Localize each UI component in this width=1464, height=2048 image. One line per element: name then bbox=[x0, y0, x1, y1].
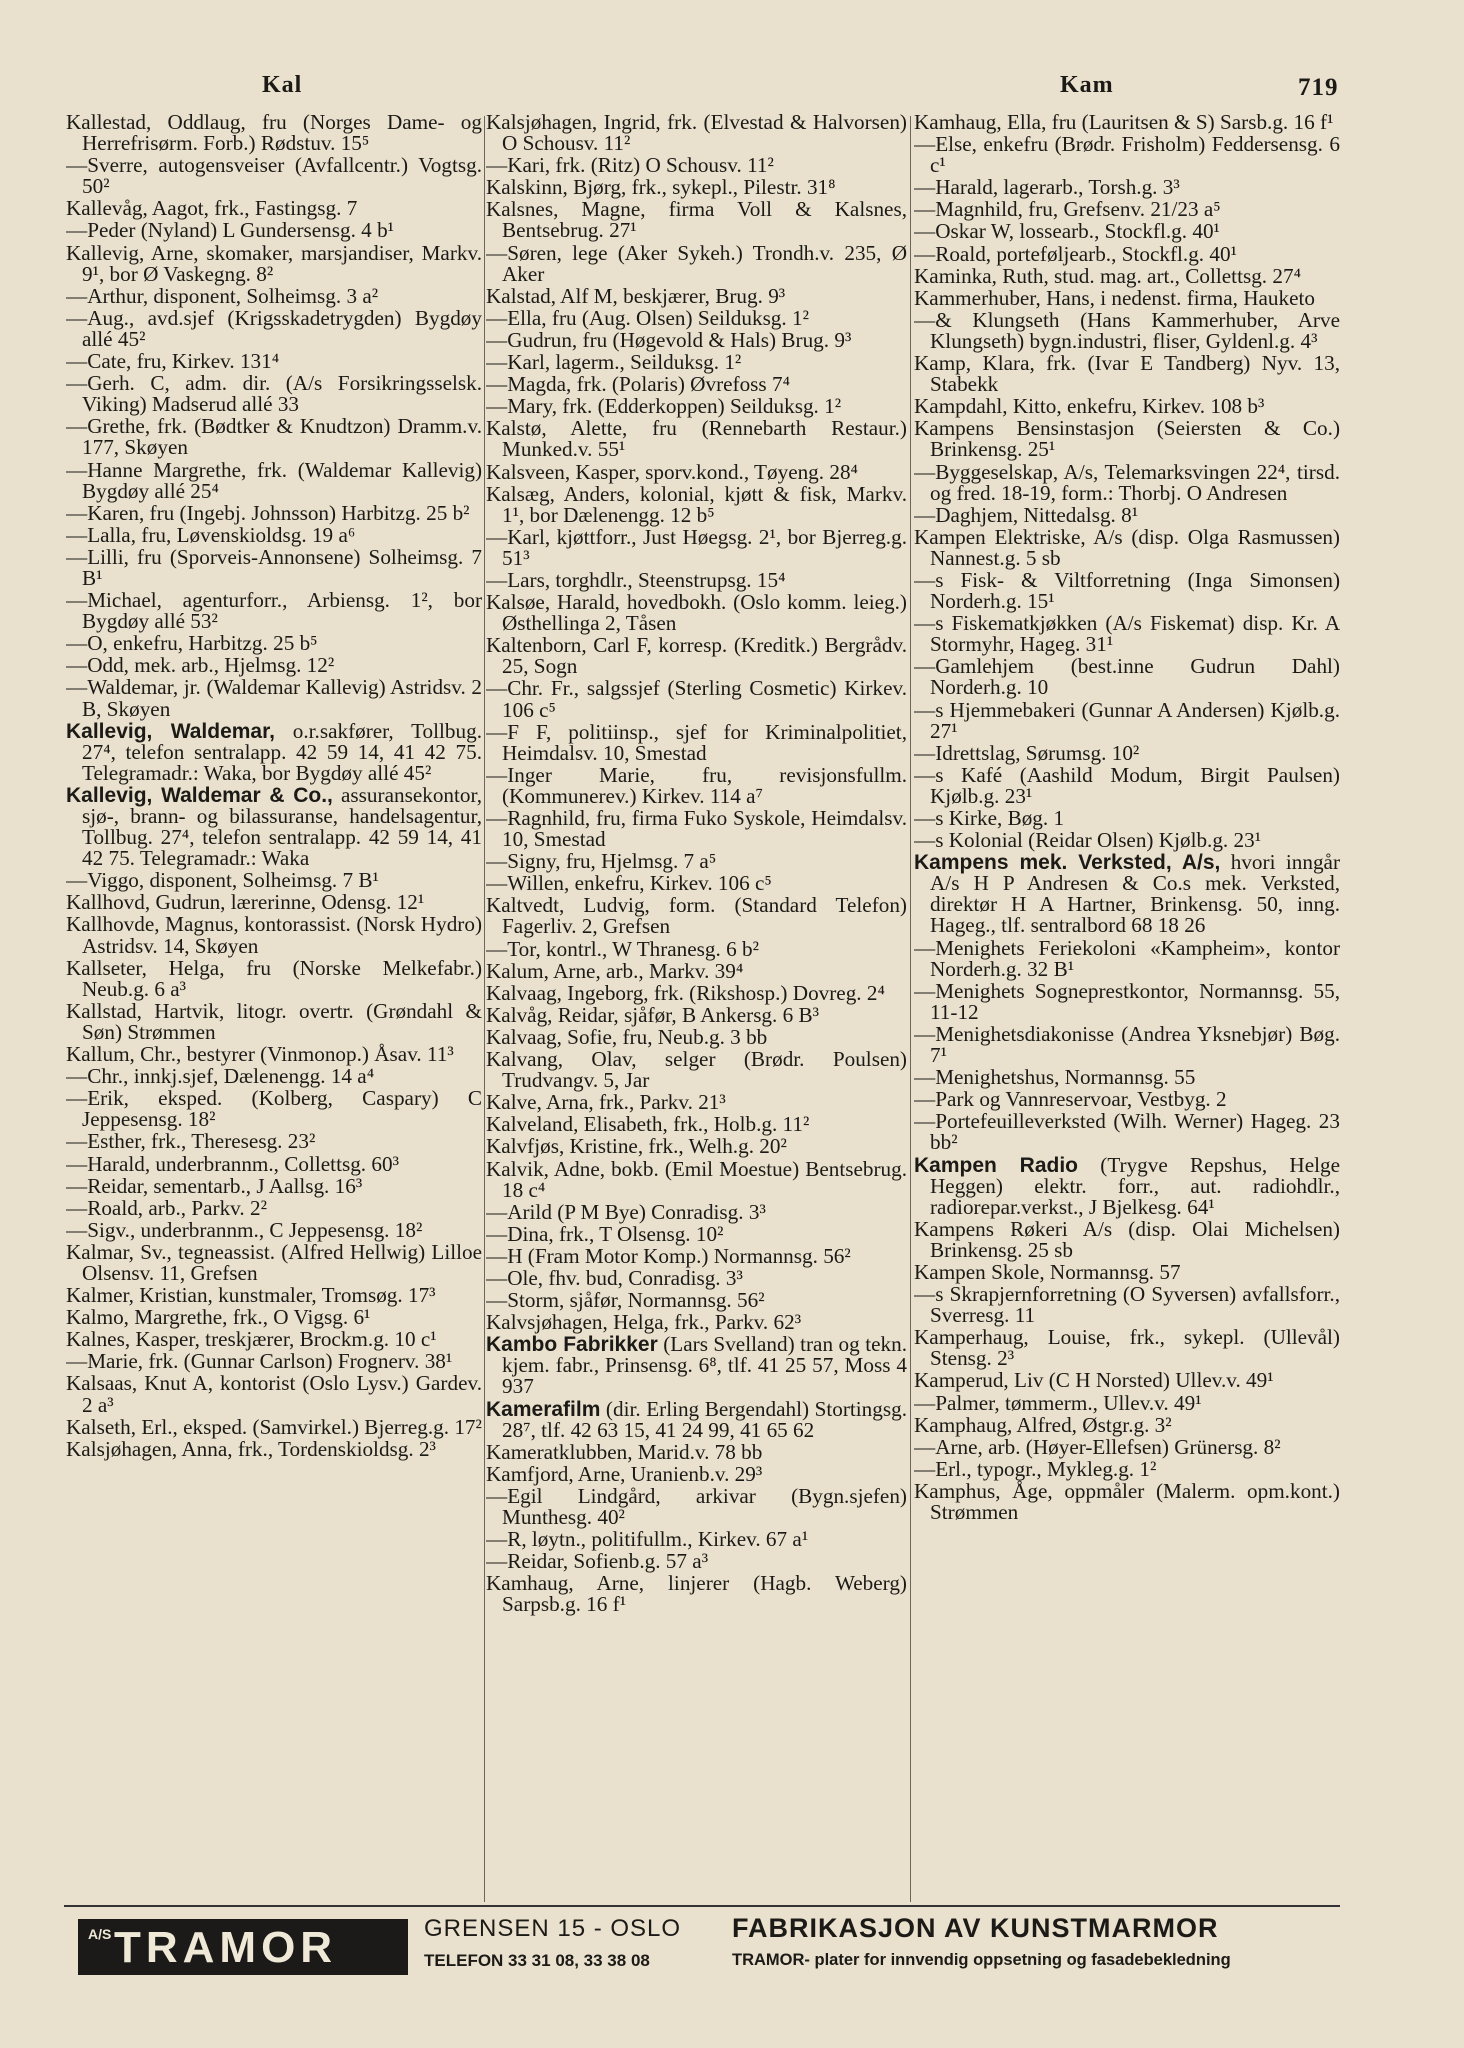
directory-entry bbox=[914, 935, 1340, 981]
entry-text: Kalmar, Sv., tegneassist. (Alfred Hellwig) Lilloe Olsensv. 11, Grefsen bbox=[66, 1239, 482, 1285]
directory-entry bbox=[914, 177, 1340, 198]
directory-entry bbox=[486, 762, 907, 808]
entry-text: Kallhovde, Magnus, kontorassist. (Norsk Hydro) Astridsv. 14, Skøyen bbox=[66, 912, 482, 958]
entry-text: Kamphaug, Alfred, Østgr.g. 3² bbox=[914, 1412, 1172, 1437]
entry-text: —O, enkefru, Harbitzg. 25 b⁵ bbox=[66, 631, 318, 656]
entry-text: Kallestad, Oddlaug, fru (Norges Dame- og Herrefrisørm. Forb.) Rødstuv. 15⁵ bbox=[66, 112, 482, 156]
directory-entry bbox=[486, 567, 907, 592]
directory-entry bbox=[486, 1461, 907, 1486]
entry-text: —Storm, sjåfør, Normannsg. 56² bbox=[486, 1288, 765, 1313]
entry-text: Kalum, Arne, arb., Markv. 39⁴ bbox=[486, 958, 744, 983]
entry-text: Kaminka, Ruth, stud. mag. art., Collettsg. 27⁴ bbox=[914, 263, 1301, 288]
directory-entry bbox=[486, 635, 907, 677]
directory-entry bbox=[914, 263, 1340, 288]
directory-entry bbox=[486, 1334, 907, 1397]
directory-entry bbox=[66, 633, 482, 654]
directory-entry bbox=[914, 740, 1340, 765]
entry-text: —Erl., typogr., Mykleg.g. 1² bbox=[914, 1456, 1157, 1481]
directory-entry bbox=[66, 1414, 482, 1439]
directory-entry bbox=[486, 592, 907, 634]
entry-text: —Ragnhild, fru, firma Fuko Syskole, Heimdalsv. 10, Smestad bbox=[486, 806, 907, 852]
entry-text: —Grethe, frk. (Bødtker & Knudtzon) Dramm.v. 177, Skøyen bbox=[66, 414, 482, 460]
entry-text: —Else, enkefru (Brødr. Frisholm) Feddersensg. 6 c¹ bbox=[914, 132, 1340, 178]
entry-text: Kallevåg, Aagot, frk., Fastingsg. 7 bbox=[66, 196, 358, 221]
directory-entry bbox=[486, 1092, 907, 1113]
directory-entry bbox=[486, 1114, 907, 1135]
entry-text: —Magda, frk. (Polaris) Øvrefoss 7⁴ bbox=[486, 372, 790, 397]
entry-text: Kamhaug, Ella, fru (Lauritsen & S) Sarsb.g. 16 f¹ bbox=[914, 112, 1334, 134]
entry-text: Kampen Elektriske, A/s (disp. Olga Rasmussen) Nannest.g. 5 sb bbox=[914, 524, 1340, 570]
directory-entry bbox=[486, 283, 907, 308]
entry-text: —s Kirke, Bøg. 1 bbox=[914, 806, 1065, 830]
directory-entry bbox=[66, 1285, 482, 1306]
entry-text: Kalvaag, Sofie, fru, Neub.g. 3 bb bbox=[486, 1024, 768, 1049]
directory-entry bbox=[66, 870, 482, 891]
entry-text: —Oskar W, lossearb., Stockfl.g. 40¹ bbox=[914, 219, 1220, 244]
entry-text: Kalmo, Margrethe, frk., O Vigsg. 6¹ bbox=[66, 1305, 371, 1330]
directory-entry bbox=[486, 1551, 907, 1572]
entry-bold-name: Kallevig, Waldemar, bbox=[66, 719, 275, 743]
entry-text: —Lars, torghdlr., Steenstrupsg. 15⁴ bbox=[486, 567, 786, 592]
directory-entry bbox=[486, 678, 907, 720]
entry-text: —Willen, enkefru, Kirkev. 106 c⁵ bbox=[486, 871, 772, 896]
entry-text: assuransekontor, sjø-, brann- og bilassuranse, handelsagentur, Tollbug. 27⁴, telefon sentralapp. 42 59 14, 41 42 75. Telegramadr.: Waka bbox=[82, 782, 482, 871]
entry-text: —Karl, kjøttforr., Just Høegsg. 2¹, bor Bjerreg.g. 51³ bbox=[486, 524, 907, 570]
directory-entry bbox=[66, 1151, 482, 1176]
entry-text: —Marie, frk. (Gunnar Carlson) Frognerv. 38¹ bbox=[66, 1349, 453, 1374]
directory-entry bbox=[66, 1195, 482, 1220]
entry-text: —Mary, frk. (Edderkoppen) Seilduksg. 1² bbox=[486, 394, 842, 419]
entry-text: Kallevig, Arne, skomaker, marsjandiser, Markv. 9¹, bor Ø Vaskegng. 8² bbox=[66, 240, 482, 286]
directory-entry bbox=[66, 590, 482, 632]
entry-text: —Dina, frk., T Olsensg. 10² bbox=[486, 1221, 724, 1246]
entry-text: hvori inngår A/s H P Andresen & Co.s mek. Verksted, direktør H A Hartner, Brinkensg. 50, inng. Hageg., tlf. sentralbord 68 18 26 bbox=[930, 850, 1340, 938]
directory-entry bbox=[486, 1199, 907, 1224]
entry-text: Kammerhuber, Hans, i nedenst. firma, Hauketo bbox=[914, 285, 1315, 310]
directory-entry bbox=[914, 199, 1340, 220]
entry-text: (Trygve Repshus, Helge Heggen) elektr. forr., aut. radiohdlr., radiorepar.verkst., J Bjelkesg. 64¹ bbox=[930, 1152, 1340, 1219]
directory-entry bbox=[486, 1439, 907, 1464]
directory-entry bbox=[486, 240, 907, 286]
directory-entry bbox=[66, 655, 482, 676]
entry-text: —Arild (P M Bye) Conradisg. 3³ bbox=[486, 1199, 766, 1224]
directory-entry bbox=[66, 1088, 482, 1130]
entry-text: —Reidar, sementarb., J Aallsg. 16³ bbox=[66, 1173, 363, 1198]
directory-entry bbox=[486, 1024, 907, 1049]
entry-text: Kamphus, Åge, oppmåler (Malerm. opm.kont.) Strømmen bbox=[914, 1478, 1340, 1524]
entry-text: Kallum, Chr., bestyrer (Vinmonop.) Åsav. 11³ bbox=[66, 1042, 454, 1067]
directory-entry bbox=[486, 1573, 907, 1615]
entry-text: —Esther, frk., Theresesg. 23² bbox=[66, 1129, 316, 1154]
entry-text: Kalvåg, Reidar, sjåfør, B Ankersg. 6 B³ bbox=[486, 1002, 819, 1027]
directory-entry bbox=[914, 1456, 1340, 1481]
entry-text: —Inger Marie, fru, revisjonsfullm. (Kommunerev.) Kirkev. 114 a⁷ bbox=[486, 762, 907, 808]
entry-text: —Cate, fru, Kirkev. 131⁴ bbox=[66, 349, 280, 374]
entry-text: Kalmer, Kristian, kunstmaler, Tromsøg. 17³ bbox=[66, 1283, 436, 1308]
entry-text: —Ella, fru (Aug. Olsen) Seilduksg. 1² bbox=[486, 305, 809, 330]
directory-column-3 bbox=[914, 112, 1340, 1902]
directory-entry bbox=[66, 718, 482, 785]
running-head-left: Kal bbox=[262, 72, 303, 98]
directory-entry bbox=[486, 1136, 907, 1157]
entry-text: (Lars Svelland) tran og tekn. kjem. fabr., Prinsensg. 6⁸, tlf. 41 25 57, Moss 4 937 bbox=[502, 1332, 907, 1399]
entry-text: —Magnhild, fru, Grefsenv. 21/23 a⁵ bbox=[914, 197, 1221, 222]
directory-entry bbox=[66, 1066, 482, 1087]
entry-text: —s Kafé (Aashild Modum, Birgit Paulsen) Kjølb.g. 23¹ bbox=[914, 762, 1340, 808]
directory-entry bbox=[486, 1312, 907, 1333]
entry-text: —Arne, arb. (Høyer-Ellefsen) Grünersg. 8² bbox=[914, 1434, 1281, 1459]
entry-text: Kalsjøhagen, Anna, frk., Tordenskioldsg. 2³ bbox=[66, 1436, 436, 1461]
directory-entry bbox=[914, 656, 1340, 698]
entry-text: —Sverre, autogensveiser (Avfallcentr.) Vogtsg. 50² bbox=[66, 153, 482, 199]
directory-entry bbox=[914, 808, 1340, 829]
directory-entry bbox=[486, 459, 907, 484]
entry-text: Kampdahl, Kitto, enkefru, Kirkev. 108 b³ bbox=[914, 394, 1265, 419]
directory-entry bbox=[66, 544, 482, 590]
entry-text: —Roald, arb., Parkv. 2² bbox=[66, 1195, 267, 1220]
entry-text: Kallstad, Hartvik, litogr. overtr. (Grøndahl & Søn) Strømmen bbox=[66, 998, 482, 1044]
entry-bold-name: Kampen Radio bbox=[914, 1153, 1078, 1177]
directory-entry bbox=[66, 522, 482, 547]
directory-entry bbox=[914, 112, 1340, 133]
directory-entry bbox=[914, 1478, 1340, 1524]
directory-entry bbox=[66, 351, 482, 372]
entry-text: Kalsnes, Magne, firma Voll & Kalsnes, Bentsebrug. 27¹ bbox=[486, 197, 907, 243]
directory-entry bbox=[66, 1329, 482, 1350]
directory-entry bbox=[66, 220, 482, 241]
page-number: 719 bbox=[1298, 74, 1339, 101]
directory-entry bbox=[914, 502, 1340, 527]
entry-text: Kaltvedt, Ludvig, form. (Standard Telefon) Fagerliv. 2, Grefsen bbox=[486, 893, 907, 939]
directory-entry bbox=[914, 1089, 1340, 1110]
entry-bold-name: Kallevig, Waldemar & Co., bbox=[66, 783, 333, 807]
directory-entry bbox=[486, 155, 907, 176]
directory-entry bbox=[486, 481, 907, 527]
entry-text: Kalve, Arna, frk., Parkv. 21³ bbox=[486, 1090, 726, 1115]
directory-entry bbox=[66, 1373, 482, 1415]
directory-entry bbox=[66, 500, 482, 525]
directory-entry bbox=[486, 1290, 907, 1311]
directory-entry bbox=[914, 1021, 1340, 1068]
entry-text: —F F, politiinsp., sjef for Kriminalpolitiet, Heimdalsv. 10, Smestad bbox=[486, 719, 907, 765]
entry-text: Kalsjøhagen, Ingrid, frk. (Elvestad & Halvorsen) O Schousv. 11² bbox=[486, 112, 907, 156]
directory-entry bbox=[66, 112, 482, 154]
directory-entry bbox=[486, 1243, 907, 1268]
directory-entry bbox=[914, 567, 1340, 614]
entry-text: —Arthur, disponent, Solheimsg. 3 a² bbox=[66, 283, 379, 308]
entry-text: —Gerh. C, adm. dir. (A/s Forsikringsselsk. Viking) Madserud allé 33 bbox=[66, 371, 482, 417]
entry-text: Kamperhaug, Louise, frk., sykepl. (Ullevål) Stensg. 2³ bbox=[914, 1325, 1340, 1371]
directory-entry bbox=[914, 1412, 1340, 1437]
entry-text: Kalveland, Elisabeth, frk., Holb.g. 11² bbox=[486, 1112, 810, 1137]
directory-entry bbox=[66, 416, 482, 458]
entry-text: Kalsøe, Harald, hovedbokh. (Oslo komm. leieg.) Østhellinga 2, Tåsen bbox=[486, 590, 907, 636]
entry-text: —Lilli, fru (Sporveis-Annonsene) Solheimsg. 7 B¹ bbox=[66, 544, 482, 590]
entry-text: —Gamlehjem (best.inne Gudrun Dahl) Norderh.g. 10 bbox=[914, 654, 1340, 700]
directory-entry bbox=[66, 155, 482, 197]
directory-entry bbox=[486, 936, 907, 961]
directory-entry bbox=[914, 1216, 1340, 1262]
entry-text: —Peder (Nyland) L Gundersensg. 4 b¹ bbox=[66, 218, 395, 243]
directory-entry bbox=[66, 1131, 482, 1152]
directory-entry bbox=[486, 418, 907, 460]
directory-entry bbox=[486, 524, 907, 570]
entry-text: —Kari, frk. (Ritz) O Schousv. 11² bbox=[486, 153, 774, 178]
advert-address: GRENSEN 15 - OSLO bbox=[424, 1915, 682, 1942]
directory-entry bbox=[914, 134, 1340, 176]
directory-entry bbox=[486, 199, 907, 241]
directory-entry bbox=[914, 1390, 1340, 1415]
entry-text: —Harald, lagerarb., Torsh.g. 3³ bbox=[914, 175, 1180, 200]
entry-text: —Michael, agenturforr., Arbiensg. 1², bor Bygdøy allé 53² bbox=[66, 588, 482, 634]
directory-entry bbox=[66, 305, 482, 351]
entry-text: —Menighetsdiakonisse (Andrea Yksnebjør) Bøg. 7¹ bbox=[914, 1021, 1340, 1068]
directory-entry bbox=[914, 978, 1340, 1024]
directory-entry bbox=[914, 852, 1340, 936]
entry-text: o.r.sakfører, Tollbug. 27⁴, telefon sentralapp. 42 59 14, 41 42 75. Telegramadr.: Waka, bor Bygdøy allé 45² bbox=[82, 718, 482, 785]
entry-text: —Karl, lagerm., Seilduksg. 1² bbox=[486, 350, 742, 375]
directory-entry bbox=[66, 1351, 482, 1372]
directory-entry bbox=[486, 719, 907, 765]
directory-entry bbox=[914, 1259, 1340, 1284]
entry-text: Kallhovd, Gudrun, lærerinne, Odensg. 12¹ bbox=[66, 890, 425, 915]
entry-text: Kalsveen, Kasper, sporv.kond., Tøyeng. 28⁴ bbox=[486, 459, 858, 484]
directory-entry bbox=[914, 613, 1340, 655]
entry-text: —Reidar, Sofienb.g. 57 a³ bbox=[486, 1549, 709, 1574]
entry-text: Kalnes, Kasper, treskjærer, Brockm.g. 10 c¹ bbox=[66, 1327, 437, 1352]
directory-entry bbox=[486, 1529, 907, 1550]
directory-entry bbox=[66, 1239, 482, 1285]
entry-text: —Lalla, fru, Løvenskioldsg. 19 a⁶ bbox=[66, 522, 356, 547]
entry-text: —Daghjem, Nittedalsg. 8¹ bbox=[914, 502, 1139, 527]
directory-entry bbox=[486, 396, 907, 417]
entry-text: Kamp, Klara, frk. (Ivar E Tandberg) Nyv. 13, Stabekk bbox=[914, 351, 1340, 397]
directory-entry bbox=[486, 958, 907, 983]
directory-entry bbox=[486, 177, 907, 198]
entry-text: Kampen Skole, Normannsg. 57 bbox=[914, 1259, 1181, 1284]
entry-text: —Signy, fru, Hjelmsg. 7 a⁵ bbox=[486, 849, 717, 874]
entry-text: Kampens Bensinstasjon (Seiersten & Co.) Brinkensg. 25¹ bbox=[914, 416, 1340, 462]
directory-entry bbox=[914, 418, 1340, 460]
entry-text: —R, løytn., politifullm., Kirkev. 67 a¹ bbox=[486, 1527, 809, 1552]
entry-text: —Menighets Sogneprestkontor, Normannsg. 55, 11-12 bbox=[914, 978, 1340, 1024]
running-head-right: Kam bbox=[1060, 72, 1114, 98]
directory-entry bbox=[914, 830, 1340, 851]
directory-entry bbox=[486, 1156, 907, 1202]
directory-entry bbox=[914, 1152, 1340, 1219]
directory-entry bbox=[486, 374, 907, 395]
directory-entry bbox=[914, 1111, 1340, 1153]
directory-entry bbox=[486, 808, 907, 850]
entry-text: —Tor, kontrl., W Thranesg. 6 b² bbox=[486, 936, 759, 961]
entry-text: Kalsæg, Anders, kolonial, kjøtt & fisk, Markv. 1¹, bor Dælenengg. 12 b⁵ bbox=[486, 481, 907, 527]
directory-entry bbox=[486, 1265, 907, 1290]
entry-text: Kampens Røkeri A/s (disp. Olai Michelsen) Brinkensg. 25 sb bbox=[914, 1216, 1340, 1262]
entry-text: Kalvaag, Ingeborg, frk. (Rikshosp.) Dovreg. 2⁴ bbox=[486, 980, 885, 1005]
entry-text: —s Fisk- & Viltforretning (Inga Simonsen) Norderh.g. 15¹ bbox=[914, 567, 1340, 614]
directory-entry bbox=[66, 457, 482, 503]
logo-prefix: A/S bbox=[88, 1926, 112, 1942]
entry-text: —Menighetshus, Normannsg. 55 bbox=[914, 1065, 1196, 1090]
entry-text: —Harald, underbrannm., Collettsg. 60³ bbox=[66, 1151, 399, 1176]
entry-text: —Idrettslag, Sørumsg. 10² bbox=[914, 740, 1140, 765]
entry-text: —s Kolonial (Reidar Olsen) Kjølb.g. 23¹ bbox=[914, 828, 1262, 853]
directory-entry bbox=[914, 762, 1340, 808]
entry-text: —Viggo, disponent, Solheimsg. 7 B¹ bbox=[66, 868, 379, 893]
directory-entry bbox=[486, 895, 907, 937]
directory-entry bbox=[914, 396, 1340, 417]
directory-entry bbox=[914, 524, 1340, 570]
advert-subline: TRAMOR- plater for innvendig oppsetning og fasadebekledning bbox=[732, 1951, 1231, 1969]
advert-telephone: TELEFON 33 31 08, 33 38 08 bbox=[424, 1951, 650, 1970]
directory-entry bbox=[66, 914, 482, 956]
entry-text: —Sigv., underbrannm., C Jeppesensg. 18² bbox=[66, 1217, 423, 1242]
entry-text: —Roald, porteføljearb., Stockfl.g. 40¹ bbox=[914, 241, 1237, 266]
entry-text: Kaltenborn, Carl F, korresp. (Kreditk.) Bergrådv. 25, Sogn bbox=[486, 633, 907, 679]
entry-text: —Portefeuilleverksted (Wilh. Werner) Hageg. 23 bb² bbox=[914, 1109, 1340, 1155]
entry-text: Kamfjord, Arne, Uranienb.v. 29³ bbox=[486, 1461, 763, 1486]
column-divider bbox=[910, 116, 911, 1902]
entry-text: —s Hjemmebakeri (Gunnar A Andersen) Kjølb.g. 27¹ bbox=[914, 697, 1340, 743]
directory-entry bbox=[486, 1396, 907, 1442]
entry-text: —Aug., avd.sjef (Krigsskadetrygden) Bygdøy allé 45² bbox=[66, 305, 482, 351]
directory-entry bbox=[66, 240, 482, 286]
entry-text: —s Skrapjernforretning (O Syversen) avfallsforr., Sverresg. 11 bbox=[914, 1282, 1340, 1328]
directory-entry bbox=[66, 892, 482, 913]
directory-entry bbox=[486, 112, 907, 154]
entry-text: Kalvik, Adne, bokb. (Emil Moestue) Bentsebrug. 18 c⁴ bbox=[486, 1156, 907, 1202]
directory-entry bbox=[66, 1173, 482, 1198]
entry-text: Kalskinn, Bjørg, frk., sykepl., Pilestr. 31⁸ bbox=[486, 175, 836, 200]
directory-entry bbox=[914, 285, 1340, 310]
entry-text: Kallseter, Helga, fru (Norske Melkefabr.) Neub.g. 6 a³ bbox=[66, 955, 482, 1001]
entry-bold-name: Kamerafilm bbox=[486, 1397, 601, 1421]
directory-entry bbox=[914, 459, 1340, 505]
entry-text: —Chr. Fr., salgssjef (Sterling Cosmetic) Kirkev. 106 c⁵ bbox=[486, 676, 907, 722]
directory-entry bbox=[914, 1067, 1340, 1088]
directory-entry bbox=[486, 305, 907, 330]
entry-text: Kalstad, Alf M, beskjærer, Brug. 9³ bbox=[486, 283, 786, 308]
advert-headline: FABRIKASJON AV KUNSTMARMOR bbox=[732, 1913, 1219, 1943]
directory-entry bbox=[66, 283, 482, 308]
directory-entry bbox=[66, 198, 482, 219]
entry-text: (dir. Erling Bergendahl) Stortingsg. 28⁷, tlf. 42 63 15, 41 24 99, 41 65 62 bbox=[502, 1396, 907, 1442]
entry-text: Kamperud, Liv (C H Norsted) Ullev.v. 49¹ bbox=[914, 1368, 1274, 1393]
entry-text: —s Fiskematkjøkken (A/s Fiskemat) disp. Kr. A Stormyhr, Hageg. 31¹ bbox=[914, 611, 1340, 657]
directory-entry bbox=[914, 1434, 1340, 1459]
directory-entry bbox=[486, 352, 907, 373]
directory-entry bbox=[914, 1370, 1340, 1391]
entry-text: —Chr., innkj.sjef, Dælenengg. 14 a⁴ bbox=[66, 1064, 375, 1089]
entry-text: —Erik, eksped. (Kolberg, Caspary) C Jeppesensg. 18² bbox=[66, 1086, 482, 1132]
directory-entry bbox=[66, 1044, 482, 1065]
directory-entry bbox=[66, 998, 482, 1044]
entry-text: Kalvang, Olav, selger (Brødr. Poulsen) Trudvangv. 5, Jar bbox=[486, 1047, 907, 1093]
directory-entry bbox=[66, 1436, 482, 1461]
directory-entry bbox=[914, 1327, 1340, 1369]
entry-text: Kalseth, Erl., eksped. (Samvirkel.) Bjerreg.g. 17² bbox=[66, 1414, 482, 1439]
directory-entry bbox=[914, 221, 1340, 242]
directory-entry bbox=[914, 353, 1340, 395]
directory-entry bbox=[486, 851, 907, 872]
entry-text: —Søren, lege (Aker Sykeh.) Trondh.v. 235, Ø Aker bbox=[486, 240, 907, 286]
logo-name: TRAMOR bbox=[114, 1923, 338, 1972]
directory-entry bbox=[486, 873, 907, 894]
entry-text: —Egil Lindgård, arkivar (Bygn.sjefen) Munthesg. 40² bbox=[486, 1483, 907, 1529]
entry-text: —H (Fram Motor Komp.) Normannsg. 56² bbox=[486, 1243, 851, 1268]
directory-entry bbox=[486, 1049, 907, 1091]
directory-entry bbox=[486, 980, 907, 1005]
entry-text: —Palmer, tømmerm., Ullev.v. 49¹ bbox=[914, 1390, 1202, 1415]
directory-entry bbox=[486, 1002, 907, 1027]
entry-text: —Gudrun, fru (Høgevold & Hals) Brug. 9³ bbox=[486, 327, 852, 352]
entry-text: Kalstø, Alette, fru (Rennebarth Restaur.) Munked.v. 55¹ bbox=[486, 416, 907, 462]
directory-entry bbox=[66, 955, 482, 1001]
entry-text: —Park og Vannreservoar, Vestbyg. 2 bbox=[914, 1087, 1227, 1112]
entry-text: —& Klungseth (Hans Kammerhuber, Arve Klungseth) bygn.industri, fliser, Gyldenl.g. 4³ bbox=[914, 307, 1340, 353]
directory-entry bbox=[486, 1483, 907, 1529]
directory-entry bbox=[914, 241, 1340, 266]
entry-bold-name: Kampens mek. Verksted, A/s, bbox=[914, 851, 1221, 875]
entry-text: —Ole, fhv. bud, Conradisg. 3³ bbox=[486, 1265, 743, 1290]
entry-text: —Odd, mek. arb., Hjelmsg. 12² bbox=[66, 653, 335, 678]
entry-text: —Menighets Feriekoloni «Kampheim», kontor Norderh.g. 32 B¹ bbox=[914, 935, 1340, 981]
entry-text: —Hanne Margrethe, frk. (Waldemar Kallevig) Bygdøy allé 25⁴ bbox=[66, 457, 482, 503]
directory-entry bbox=[66, 1217, 482, 1242]
entry-text: Kalsaas, Knut A, kontorist (Oslo Lysv.) Gardev. 2 a³ bbox=[66, 1371, 482, 1417]
entry-text: Kamhaug, Arne, linjerer (Hagb. Weberg) Sarpsb.g. 16 f¹ bbox=[486, 1571, 907, 1617]
directory-entry bbox=[486, 1221, 907, 1246]
directory-column-2 bbox=[486, 112, 907, 1902]
directory-entry bbox=[66, 1307, 482, 1328]
entry-text: —Waldemar, jr. (Waldemar Kallevig) Astridsv. 2 B, Skøyen bbox=[66, 675, 482, 721]
column-divider bbox=[484, 116, 485, 1902]
entry-text: Kalvsjøhagen, Helga, frk., Parkv. 62³ bbox=[486, 1310, 802, 1335]
entry-text: Kalvfjøs, Kristine, frk., Welh.g. 20² bbox=[486, 1134, 787, 1159]
directory-entry bbox=[914, 1284, 1340, 1326]
entry-text: —Byggeselskap, A/s, Telemarksvingen 22⁴, tirsd. og fred. 18-19, form.: Thorbj. O Andresen bbox=[914, 459, 1340, 505]
directory-entry bbox=[66, 373, 482, 415]
directory-entry bbox=[914, 697, 1340, 743]
directory-column-1 bbox=[66, 112, 482, 1902]
directory-entry bbox=[66, 677, 482, 719]
directory-entry bbox=[486, 327, 907, 352]
directory-entry bbox=[914, 307, 1340, 353]
entry-text: Kameratklubben, Marid.v. 78 bb bbox=[486, 1439, 763, 1464]
entry-text: —Karen, fru (Ingebj. Johnsson) Harbitzg. 25 b² bbox=[66, 500, 470, 525]
advertisement-banner bbox=[64, 1905, 1340, 1983]
directory-entry bbox=[66, 782, 482, 871]
tramor-logo bbox=[78, 1919, 408, 1975]
entry-bold-name: Kambo Fabrikker bbox=[486, 1333, 658, 1357]
